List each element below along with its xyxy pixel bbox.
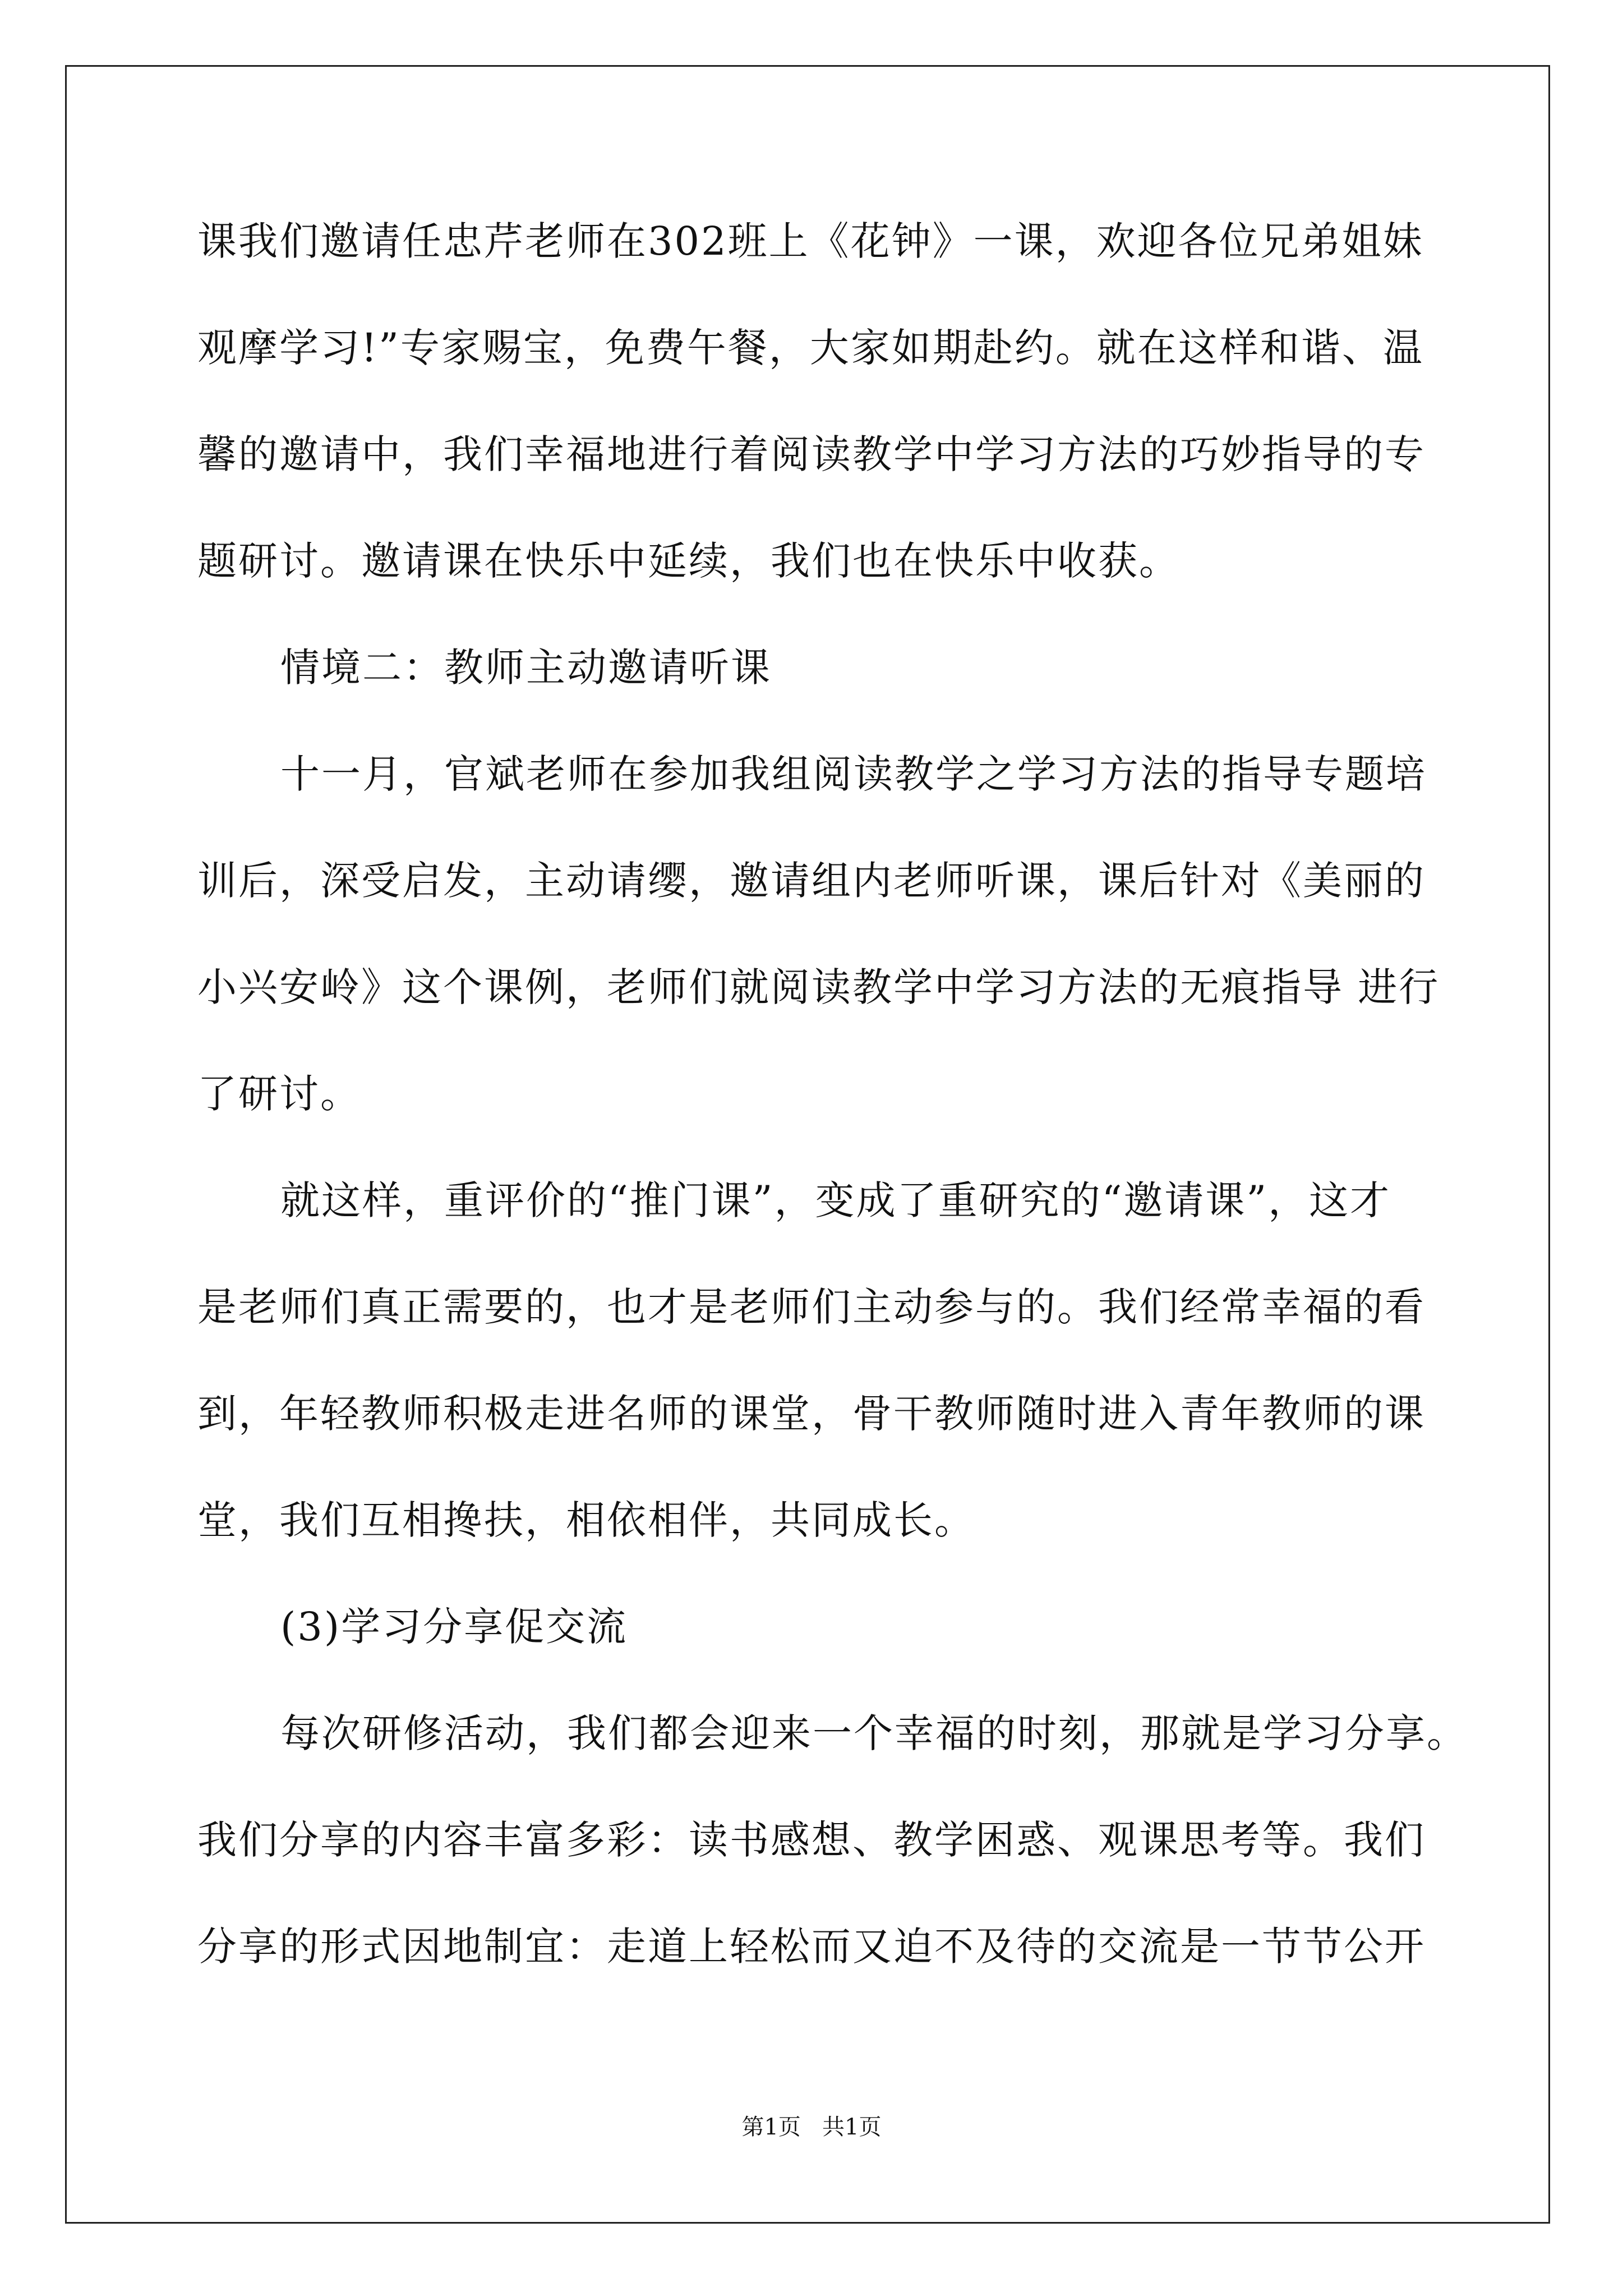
paragraph-start: 每次研修活动，我们都会迎来一个幸福的时刻，那就是学习分享。 <box>280 1710 1468 1756</box>
text-line: 观摩学习!”专家赐宝，免费午餐，大家如期赴约。就在这样和谐、温 <box>197 325 1424 371</box>
paragraph-start: 十一月，官斌老师在参加我组阅读教学之学习方法的指导专题培 <box>280 751 1427 797</box>
text-line: 训后，深受启发，主动请缨，邀请组内老师听课，课后针对《美丽的 <box>197 858 1426 904</box>
section-heading: (3)学习分享促交流 <box>280 1604 628 1650</box>
page-border <box>65 65 1550 2224</box>
text-line: 了研讨。 <box>197 1071 361 1117</box>
page-footer <box>0 2110 1623 2144</box>
text-line: 题研讨。邀请课在快乐中延续，我们也在快乐中收获。 <box>197 538 1180 584</box>
text-line: 是老师们真正需要的，也才是老师们主动参与的。我们经常幸福的看 <box>197 1284 1426 1330</box>
text-line: 到，年轻教师积极走进名师的课堂，骨干教师随时进入青年教师的课 <box>197 1391 1426 1437</box>
page-number: 第1页 共1页 <box>741 2114 882 2140</box>
text-line: 我们分享的内容丰富多彩：读书感想、教学困惑、观课思考等。我们 <box>197 1817 1426 1863</box>
text-line: 课我们邀请任忠芹老师在302班上《花钟》一课，欢迎各位兄弟姐妹 <box>197 218 1424 264</box>
text-line: 堂，我们互相搀扶，相依相伴，共同成长。 <box>197 1497 975 1543</box>
text-line: 分享的形式因地制宜：走道上轻松而又迫不及待的交流是一节节公开 <box>197 1924 1426 1970</box>
section-heading: 情境二：教师主动邀请听课 <box>280 645 772 691</box>
text-line: 小兴安岭》这个课例，老师们就阅读教学中学习方法的无痕指导 进行 <box>197 964 1440 1010</box>
paragraph-start: 就这样，重评价的“推门课”，变成了重研究的“邀请课”，这才 <box>280 1177 1391 1223</box>
text-line: 馨的邀请中，我们幸福地进行着阅读教学中学习方法的巧妙指导的专 <box>197 431 1426 477</box>
